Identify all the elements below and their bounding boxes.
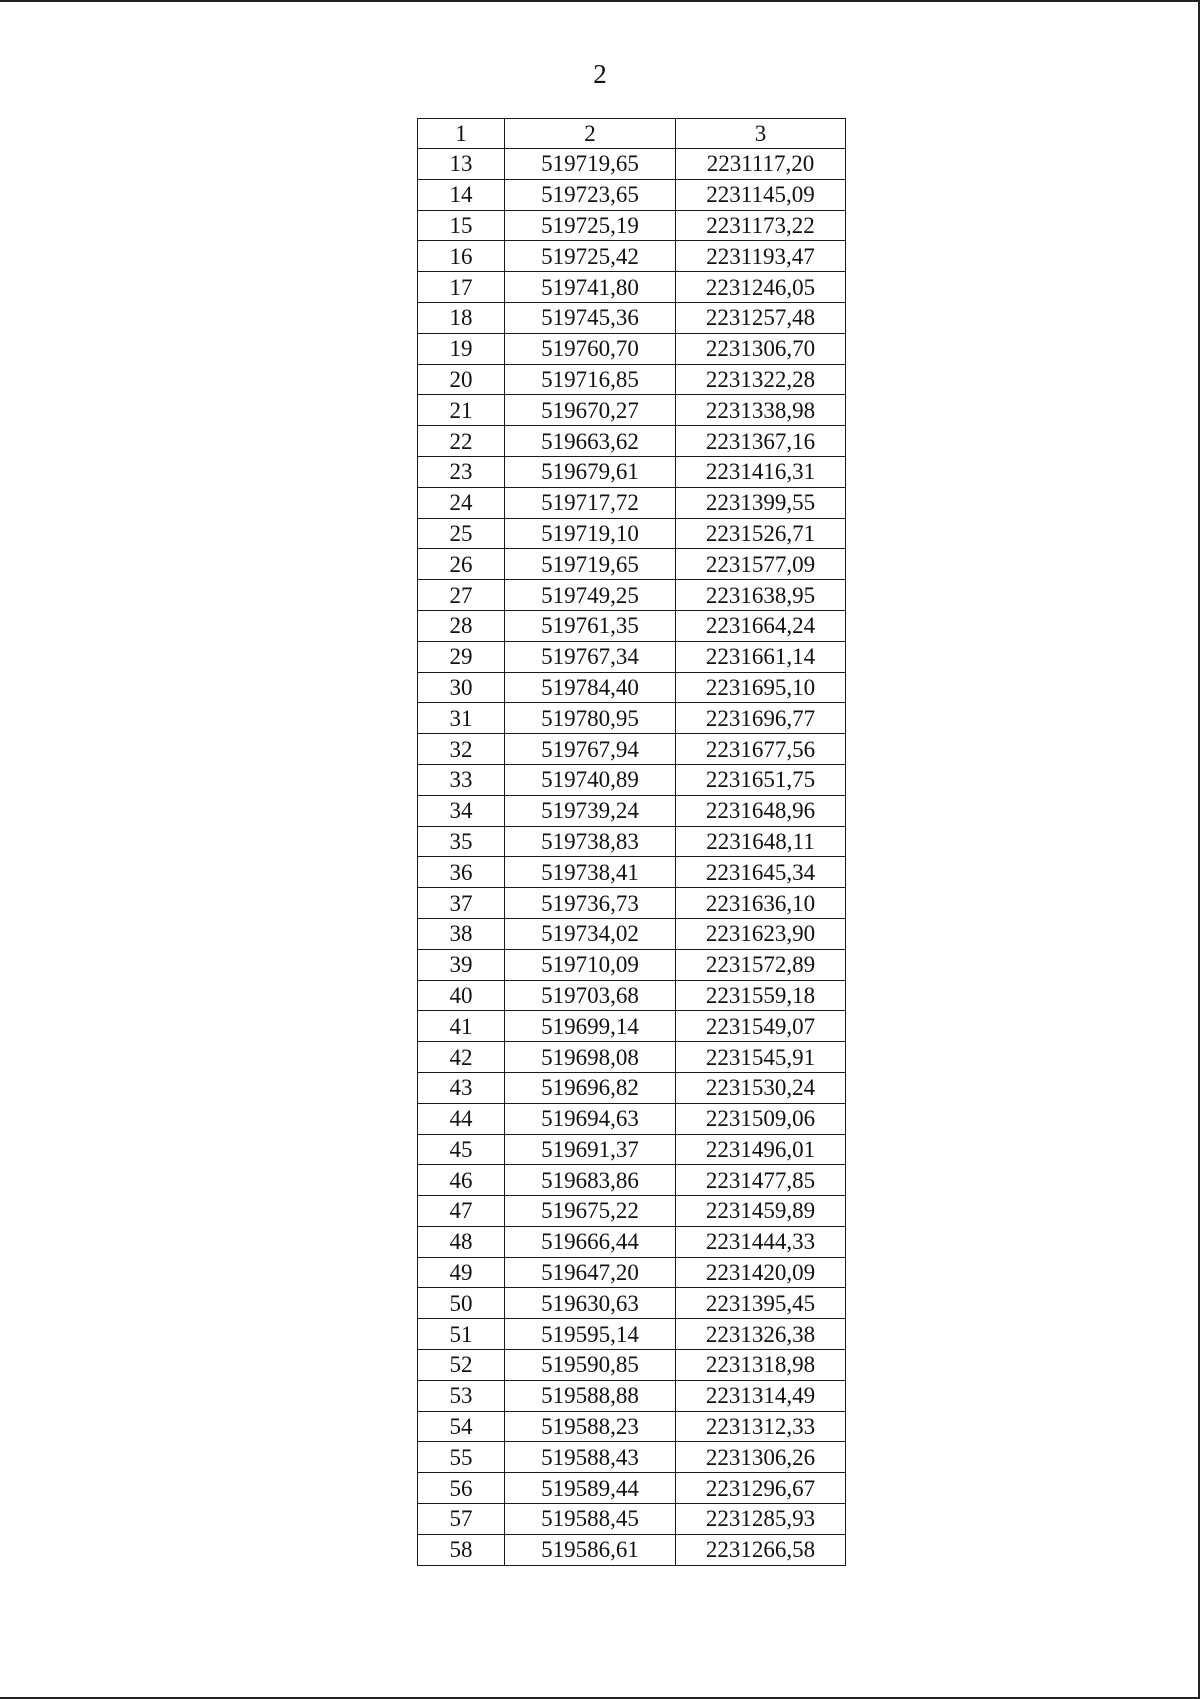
- table-row: [418, 364, 846, 395]
- scan-border-top: [0, 0, 1200, 2]
- cell-x-coordinate: 519716,85: [505, 364, 676, 395]
- cell-point-number: 56: [418, 1473, 505, 1504]
- cell-point-number: 37: [418, 888, 505, 919]
- table-row: [418, 918, 846, 949]
- table-row: [418, 1072, 846, 1103]
- coordinates-table: [417, 118, 846, 1566]
- table-row: [418, 1319, 846, 1350]
- cell-x-coordinate: 519725,42: [505, 241, 676, 272]
- cell-x-coordinate: 519647,20: [505, 1257, 676, 1288]
- cell-point-number: 28: [418, 610, 505, 641]
- table-row: [418, 1134, 846, 1165]
- cell-point-number: 15: [418, 210, 505, 241]
- cell-y-coordinate: 2231318,98: [676, 1350, 846, 1381]
- table-row: [418, 580, 846, 611]
- cell-point-number: 20: [418, 364, 505, 395]
- table-row: [418, 487, 846, 518]
- table-row: [418, 857, 846, 888]
- table-row: [418, 1226, 846, 1257]
- table-row: [418, 703, 846, 734]
- cell-y-coordinate: 2231326,38: [676, 1319, 846, 1350]
- table-row: [418, 302, 846, 333]
- cell-point-number: 32: [418, 734, 505, 765]
- cell-x-coordinate: 519760,70: [505, 333, 676, 364]
- table-row: [418, 1504, 846, 1535]
- table-row: [418, 149, 846, 180]
- cell-x-coordinate: 519738,83: [505, 826, 676, 857]
- cell-y-coordinate: 2231444,33: [676, 1226, 846, 1257]
- cell-x-coordinate: 519666,44: [505, 1226, 676, 1257]
- cell-point-number: 27: [418, 580, 505, 611]
- cell-y-coordinate: 2231257,48: [676, 302, 846, 333]
- cell-y-coordinate: 2231549,07: [676, 1011, 846, 1042]
- cell-y-coordinate: 2231306,26: [676, 1442, 846, 1473]
- cell-x-coordinate: 519719,65: [505, 549, 676, 580]
- cell-point-number: 13: [418, 149, 505, 180]
- cell-y-coordinate: 2231117,20: [676, 149, 846, 180]
- table-row: [418, 1103, 846, 1134]
- cell-x-coordinate: 519691,37: [505, 1134, 676, 1165]
- column-header-y: 3: [676, 119, 846, 149]
- table-row: [418, 888, 846, 919]
- cell-y-coordinate: 2231306,70: [676, 333, 846, 364]
- cell-x-coordinate: 519739,24: [505, 795, 676, 826]
- cell-y-coordinate: 2231496,01: [676, 1134, 846, 1165]
- cell-y-coordinate: 2231645,34: [676, 857, 846, 888]
- cell-point-number: 16: [418, 241, 505, 272]
- cell-y-coordinate: 2231651,75: [676, 764, 846, 795]
- cell-y-coordinate: 2231695,10: [676, 672, 846, 703]
- cell-point-number: 46: [418, 1165, 505, 1196]
- table-row: [418, 672, 846, 703]
- cell-y-coordinate: 2231322,28: [676, 364, 846, 395]
- cell-y-coordinate: 2231636,10: [676, 888, 846, 919]
- header-row: [418, 119, 846, 149]
- cell-x-coordinate: 519590,85: [505, 1350, 676, 1381]
- table-row: [418, 1473, 846, 1504]
- cell-x-coordinate: 519588,88: [505, 1380, 676, 1411]
- cell-x-coordinate: 519717,72: [505, 487, 676, 518]
- cell-y-coordinate: 2231312,33: [676, 1411, 846, 1442]
- cell-x-coordinate: 519699,14: [505, 1011, 676, 1042]
- cell-y-coordinate: 2231296,67: [676, 1473, 846, 1504]
- cell-y-coordinate: 2231285,93: [676, 1504, 846, 1535]
- cell-point-number: 34: [418, 795, 505, 826]
- cell-point-number: 55: [418, 1442, 505, 1473]
- cell-x-coordinate: 519784,40: [505, 672, 676, 703]
- cell-x-coordinate: 519595,14: [505, 1319, 676, 1350]
- table-row: [418, 949, 846, 980]
- cell-point-number: 49: [418, 1257, 505, 1288]
- cell-x-coordinate: 519698,08: [505, 1042, 676, 1073]
- cell-y-coordinate: 2231399,55: [676, 487, 846, 518]
- cell-point-number: 35: [418, 826, 505, 857]
- cell-point-number: 18: [418, 302, 505, 333]
- cell-y-coordinate: 2231664,24: [676, 610, 846, 641]
- cell-y-coordinate: 2231477,85: [676, 1165, 846, 1196]
- cell-point-number: 44: [418, 1103, 505, 1134]
- cell-y-coordinate: 2231559,18: [676, 980, 846, 1011]
- cell-x-coordinate: 519719,10: [505, 518, 676, 549]
- cell-x-coordinate: 519630,63: [505, 1288, 676, 1319]
- cell-point-number: 26: [418, 549, 505, 580]
- cell-point-number: 29: [418, 641, 505, 672]
- table-row: [418, 980, 846, 1011]
- cell-x-coordinate: 519734,02: [505, 918, 676, 949]
- table-row: [418, 426, 846, 457]
- cell-point-number: 23: [418, 456, 505, 487]
- table-row: [418, 610, 846, 641]
- cell-x-coordinate: 519780,95: [505, 703, 676, 734]
- cell-point-number: 53: [418, 1380, 505, 1411]
- cell-y-coordinate: 2231145,09: [676, 179, 846, 210]
- cell-point-number: 48: [418, 1226, 505, 1257]
- cell-point-number: 21: [418, 395, 505, 426]
- cell-x-coordinate: 519745,36: [505, 302, 676, 333]
- table-row: [418, 1534, 846, 1565]
- cell-y-coordinate: 2231545,91: [676, 1042, 846, 1073]
- cell-x-coordinate: 519738,41: [505, 857, 676, 888]
- table-row: [418, 1257, 846, 1288]
- table-row: [418, 456, 846, 487]
- cell-point-number: 43: [418, 1072, 505, 1103]
- table-row: [418, 549, 846, 580]
- cell-point-number: 41: [418, 1011, 505, 1042]
- cell-point-number: 33: [418, 764, 505, 795]
- table-header: [418, 119, 846, 149]
- cell-y-coordinate: 2231696,77: [676, 703, 846, 734]
- cell-point-number: 38: [418, 918, 505, 949]
- table-row: [418, 1442, 846, 1473]
- table-row: [418, 1011, 846, 1042]
- table-row: [418, 1350, 846, 1381]
- cell-y-coordinate: 2231173,22: [676, 210, 846, 241]
- cell-y-coordinate: 2231623,90: [676, 918, 846, 949]
- table-row: [418, 1411, 846, 1442]
- cell-y-coordinate: 2231338,98: [676, 395, 846, 426]
- cell-y-coordinate: 2231416,31: [676, 456, 846, 487]
- column-header-x: 2: [505, 119, 676, 149]
- cell-x-coordinate: 519736,73: [505, 888, 676, 919]
- cell-y-coordinate: 2231638,95: [676, 580, 846, 611]
- cell-x-coordinate: 519741,80: [505, 272, 676, 303]
- cell-x-coordinate: 519670,27: [505, 395, 676, 426]
- cell-y-coordinate: 2231420,09: [676, 1257, 846, 1288]
- cell-point-number: 45: [418, 1134, 505, 1165]
- cell-x-coordinate: 519679,61: [505, 456, 676, 487]
- cell-y-coordinate: 2231246,05: [676, 272, 846, 303]
- cell-y-coordinate: 2231395,45: [676, 1288, 846, 1319]
- table-row: [418, 518, 846, 549]
- cell-point-number: 50: [418, 1288, 505, 1319]
- table-row: [418, 1165, 846, 1196]
- cell-x-coordinate: 519710,09: [505, 949, 676, 980]
- cell-x-coordinate: 519703,68: [505, 980, 676, 1011]
- table-row: [418, 1288, 846, 1319]
- cell-point-number: 54: [418, 1411, 505, 1442]
- cell-x-coordinate: 519589,44: [505, 1473, 676, 1504]
- cell-y-coordinate: 2231577,09: [676, 549, 846, 580]
- cell-point-number: 40: [418, 980, 505, 1011]
- cell-y-coordinate: 2231266,58: [676, 1534, 846, 1565]
- column-header-point: 1: [418, 119, 505, 149]
- page-number: 2: [593, 59, 607, 89]
- cell-point-number: 58: [418, 1534, 505, 1565]
- cell-y-coordinate: 2231459,89: [676, 1196, 846, 1227]
- table-row: [418, 795, 846, 826]
- cell-x-coordinate: 519719,65: [505, 149, 676, 180]
- cell-x-coordinate: 519696,82: [505, 1072, 676, 1103]
- table-row: [418, 1042, 846, 1073]
- cell-point-number: 14: [418, 179, 505, 210]
- cell-y-coordinate: 2231314,49: [676, 1380, 846, 1411]
- cell-x-coordinate: 519588,43: [505, 1442, 676, 1473]
- cell-x-coordinate: 519588,23: [505, 1411, 676, 1442]
- cell-y-coordinate: 2231677,56: [676, 734, 846, 765]
- cell-y-coordinate: 2231572,89: [676, 949, 846, 980]
- cell-point-number: 17: [418, 272, 505, 303]
- cell-x-coordinate: 519586,61: [505, 1534, 676, 1565]
- cell-point-number: 57: [418, 1504, 505, 1535]
- cell-point-number: 47: [418, 1196, 505, 1227]
- table-row: [418, 395, 846, 426]
- cell-x-coordinate: 519683,86: [505, 1165, 676, 1196]
- cell-x-coordinate: 519767,34: [505, 641, 676, 672]
- cell-point-number: 22: [418, 426, 505, 457]
- cell-y-coordinate: 2231509,06: [676, 1103, 846, 1134]
- cell-y-coordinate: 2231648,96: [676, 795, 846, 826]
- cell-point-number: 19: [418, 333, 505, 364]
- cell-x-coordinate: 519725,19: [505, 210, 676, 241]
- cell-point-number: 52: [418, 1350, 505, 1381]
- cell-y-coordinate: 2231648,11: [676, 826, 846, 857]
- cell-x-coordinate: 519663,62: [505, 426, 676, 457]
- table-row: [418, 210, 846, 241]
- table-row: [418, 179, 846, 210]
- cell-x-coordinate: 519694,63: [505, 1103, 676, 1134]
- cell-point-number: 42: [418, 1042, 505, 1073]
- cell-x-coordinate: 519767,94: [505, 734, 676, 765]
- cell-point-number: 24: [418, 487, 505, 518]
- table-body: [418, 149, 846, 1566]
- cell-y-coordinate: 2231661,14: [676, 641, 846, 672]
- table-row: [418, 764, 846, 795]
- table-row: [418, 734, 846, 765]
- table-row: [418, 641, 846, 672]
- cell-point-number: 25: [418, 518, 505, 549]
- cell-point-number: 51: [418, 1319, 505, 1350]
- cell-point-number: 36: [418, 857, 505, 888]
- table-row: [418, 272, 846, 303]
- cell-y-coordinate: 2231526,71: [676, 518, 846, 549]
- cell-y-coordinate: 2231530,24: [676, 1072, 846, 1103]
- cell-x-coordinate: 519761,35: [505, 610, 676, 641]
- table-row: [418, 826, 846, 857]
- table-row: [418, 1380, 846, 1411]
- cell-point-number: 39: [418, 949, 505, 980]
- cell-x-coordinate: 519675,22: [505, 1196, 676, 1227]
- cell-y-coordinate: 2231367,16: [676, 426, 846, 457]
- table-row: [418, 333, 846, 364]
- cell-x-coordinate: 519740,89: [505, 764, 676, 795]
- cell-x-coordinate: 519723,65: [505, 179, 676, 210]
- table-row: [418, 241, 846, 272]
- cell-x-coordinate: 519588,45: [505, 1504, 676, 1535]
- cell-point-number: 31: [418, 703, 505, 734]
- cell-y-coordinate: 2231193,47: [676, 241, 846, 272]
- table-row: [418, 1196, 846, 1227]
- cell-x-coordinate: 519749,25: [505, 580, 676, 611]
- cell-point-number: 30: [418, 672, 505, 703]
